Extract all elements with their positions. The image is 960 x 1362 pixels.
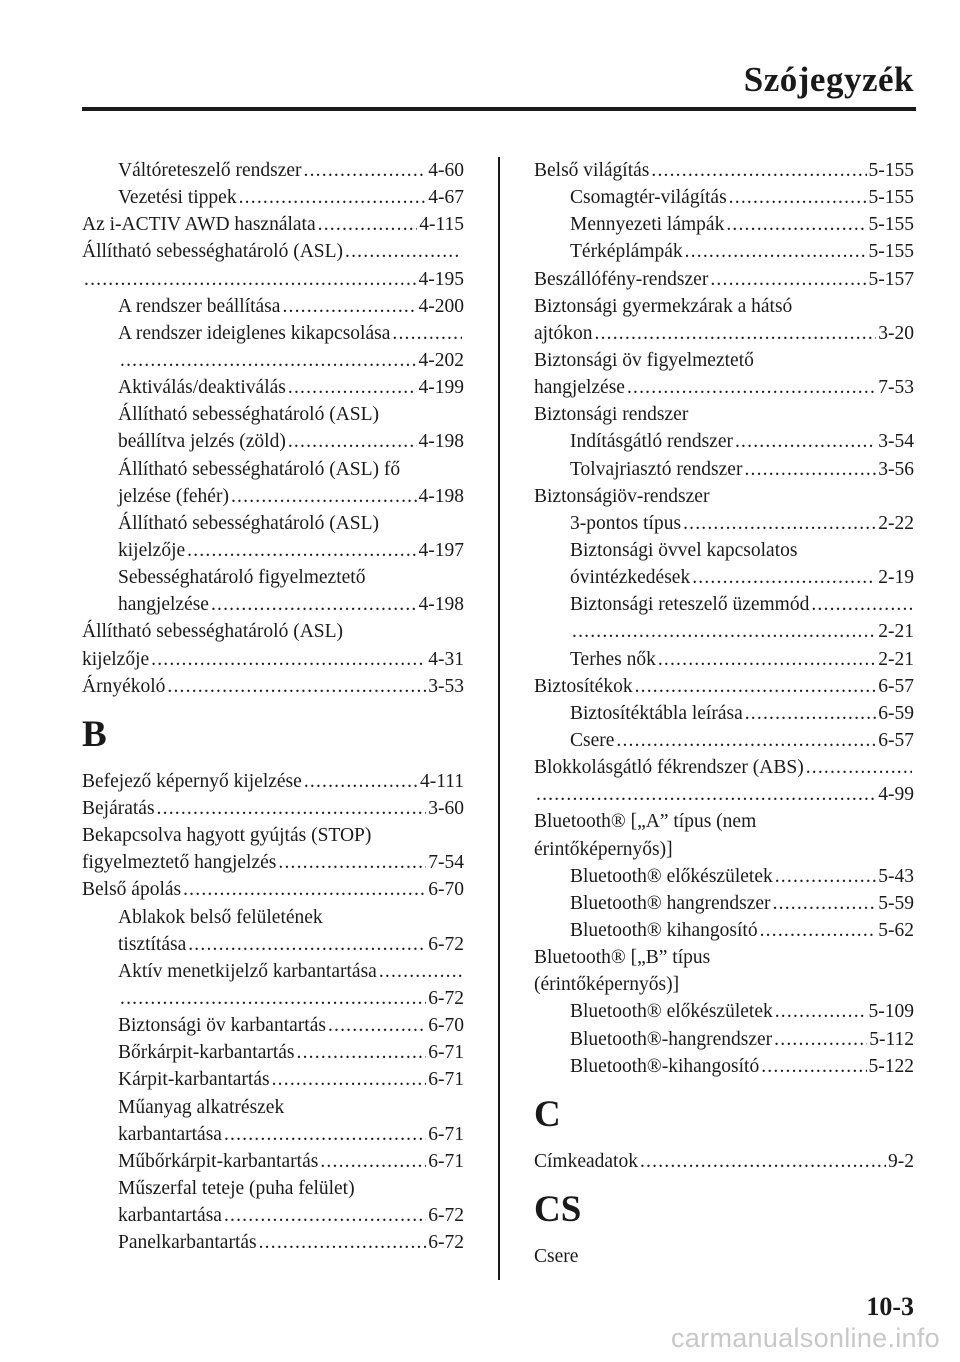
index-subentry xyxy=(82,591,464,618)
entry-text: Panelkarbantartás xyxy=(118,1232,257,1254)
entry-text: Aktív menetkijelző karbantartása xyxy=(118,960,377,982)
entry-text: tisztítása xyxy=(118,933,187,955)
entry-text: Ablakok belső felületének xyxy=(118,906,323,928)
dot-leader xyxy=(811,591,912,618)
dot-leader xyxy=(595,320,877,347)
entry-text: Címkeadatok xyxy=(534,1150,638,1172)
index-subentry xyxy=(534,456,914,483)
dot-leader xyxy=(616,727,876,754)
entry-page-ref: 5-157 xyxy=(868,268,914,290)
entry-page-ref: 5-122 xyxy=(868,1055,914,1077)
entry-text: kijelzője xyxy=(118,539,186,561)
entry-text: Belső világítás xyxy=(534,160,650,181)
dot-leader xyxy=(120,347,417,374)
index-subentry xyxy=(82,931,464,958)
index-entry xyxy=(82,768,464,795)
entry-text: Bekapcsolva hagyott gyújtás (STOP) xyxy=(82,825,372,847)
index-entry xyxy=(534,754,914,781)
index-entry xyxy=(534,293,914,320)
index-subentry xyxy=(82,1066,464,1093)
entry-text: Aktiválás/deaktiválás xyxy=(118,377,286,399)
index-subentry xyxy=(82,1094,464,1121)
index-entry xyxy=(82,238,464,265)
index-subentry xyxy=(82,157,464,184)
index-entry xyxy=(534,836,914,863)
index-subentry xyxy=(534,863,914,890)
entry-page-ref: 5-43 xyxy=(878,865,914,887)
entry-page-ref: 4-60 xyxy=(428,160,464,181)
dot-leader xyxy=(288,374,417,401)
index-entry xyxy=(534,320,914,347)
index-subentry xyxy=(82,1175,464,1202)
index-entry xyxy=(534,808,914,835)
dot-leader xyxy=(288,428,417,455)
entry-text: karbantartása xyxy=(118,1205,222,1227)
dot-leader xyxy=(627,374,876,401)
entry-text: Bluetooth® hangrendszer xyxy=(570,892,771,914)
entry-text: Bluetooth® előkészületek xyxy=(570,1001,773,1023)
entry-page-ref: 6-70 xyxy=(428,879,464,901)
entry-page-ref: 2-21 xyxy=(878,621,914,643)
index-subentry xyxy=(534,727,914,754)
entry-page-ref: 5-109 xyxy=(868,1001,914,1023)
dot-leader xyxy=(120,985,426,1012)
entry-text: Csere xyxy=(570,729,615,751)
entry-page-ref: 2-21 xyxy=(878,648,914,670)
index-subentry xyxy=(82,320,464,347)
index-subentry xyxy=(534,890,914,917)
dot-leader xyxy=(744,456,876,483)
index-entry xyxy=(82,795,464,822)
entry-text: Blokkolásgátló fékrendszer (ABS) xyxy=(534,757,804,779)
entry-page-ref: 4-199 xyxy=(418,377,464,399)
entry-text: Biztonsági reteszelő üzemmód xyxy=(570,594,810,616)
entry-text: Terhes nők xyxy=(570,648,656,670)
column-divider xyxy=(498,157,500,1280)
dot-leader xyxy=(151,646,426,673)
entry-text: Mennyezeti lámpák xyxy=(570,214,725,236)
entry-text: Állítható sebességhatároló (ASL) xyxy=(82,241,344,263)
entry-text: Biztosítékok xyxy=(534,675,633,697)
index-subentry xyxy=(82,293,464,320)
index-entry xyxy=(534,971,914,998)
entry-text: Műbőrkárpit-karbantartás xyxy=(118,1150,319,1172)
index-entry xyxy=(82,646,464,673)
header-rule xyxy=(82,107,916,111)
dot-leader xyxy=(729,184,867,211)
entry-text: Bluetooth® [„A” típus (nem xyxy=(534,811,757,833)
entry-page-ref: 6-72 xyxy=(428,987,464,1009)
index-subentry xyxy=(534,428,914,455)
dot-leader xyxy=(211,591,417,618)
dot-leader xyxy=(775,863,877,890)
entry-page-ref: 6-71 xyxy=(428,1150,464,1172)
entry-page-ref: 4-115 xyxy=(419,214,464,236)
entry-page-ref: 6-57 xyxy=(878,675,914,697)
entry-text: Állítható sebességhatároló (ASL) xyxy=(118,404,380,426)
index-entry xyxy=(82,211,464,238)
dot-leader xyxy=(806,754,912,781)
dot-leader xyxy=(692,564,876,591)
entry-text: beállítva jelzés (zöld) xyxy=(118,431,286,453)
index-subentry xyxy=(82,985,464,1012)
index-subentry xyxy=(82,537,464,564)
dot-leader xyxy=(328,1012,426,1039)
entry-text: Kárpit-karbantartás xyxy=(118,1069,270,1091)
index-subentry xyxy=(82,456,464,483)
index-entry xyxy=(534,266,914,293)
index-entry xyxy=(534,1243,914,1270)
index-subentry xyxy=(82,1039,464,1066)
entry-page-ref: 4-67 xyxy=(428,187,464,209)
index-subentry xyxy=(82,510,464,537)
dot-leader xyxy=(658,646,876,673)
entry-page-ref: 5-155 xyxy=(868,241,914,263)
dot-leader xyxy=(345,238,462,265)
entry-text: Bluetooth®-hangrendszer xyxy=(570,1028,773,1050)
dot-leader xyxy=(685,238,867,265)
entry-text: karbantartása xyxy=(118,1123,222,1145)
dot-leader xyxy=(379,958,462,985)
entry-text: Vezetési tippek xyxy=(118,187,237,209)
index-subentry xyxy=(82,1202,464,1229)
index-subentry xyxy=(82,958,464,985)
entry-text: 3-pontos típus xyxy=(570,512,682,534)
dot-leader xyxy=(297,1039,427,1066)
index-subentry xyxy=(534,700,914,727)
entry-text: Biztonsági gyermekzárak a hátsó xyxy=(534,295,793,317)
entry-page-ref: 5-59 xyxy=(878,892,914,914)
index-subentry xyxy=(82,483,464,510)
entry-page-ref: 3-60 xyxy=(428,797,464,819)
section-letter: CS xyxy=(534,1188,582,1230)
index-subentry xyxy=(82,1148,464,1175)
index-subentry xyxy=(82,904,464,931)
page-title: Szójegyzék xyxy=(743,60,914,99)
dot-leader xyxy=(735,428,876,455)
entry-text: Állítható sebességhatároló (ASL) fő xyxy=(118,458,401,480)
dot-leader xyxy=(282,293,416,320)
entry-text: Biztonsági rendszer xyxy=(534,404,689,426)
entry-page-ref: 6-70 xyxy=(428,1015,464,1037)
entry-page-ref: 4-99 xyxy=(878,784,914,806)
entry-page-ref: 5-155 xyxy=(868,214,914,236)
dot-leader xyxy=(683,510,876,537)
dot-leader xyxy=(392,320,462,347)
entry-page-ref: 5-62 xyxy=(878,919,914,941)
entry-page-ref: 4-198 xyxy=(418,485,464,507)
entry-page-ref: 5-155 xyxy=(868,187,914,209)
index-entry xyxy=(534,1148,914,1175)
entry-text: Beszállófény-rendszer xyxy=(534,268,709,290)
index-subentry xyxy=(82,374,464,401)
entry-page-ref: 7-54 xyxy=(428,852,464,874)
entry-page-ref: 2-22 xyxy=(878,512,914,534)
entry-page-ref: 3-54 xyxy=(878,431,914,453)
index-subentry xyxy=(534,646,914,673)
dot-leader xyxy=(572,618,876,645)
entry-page-ref: 6-59 xyxy=(878,702,914,724)
dot-leader xyxy=(231,483,417,510)
index-subentry xyxy=(82,1121,464,1148)
index-subentry xyxy=(534,184,914,211)
entry-text: érintőképernyős)] xyxy=(534,838,673,860)
entry-text: Biztonsági övvel kapcsolatos xyxy=(570,539,798,561)
index-entry xyxy=(534,401,914,428)
index-entry xyxy=(82,618,464,645)
index-entry xyxy=(534,673,914,700)
index-entry xyxy=(534,781,914,808)
index-column-right xyxy=(534,157,914,1270)
index-entry xyxy=(534,347,914,374)
index-subentry xyxy=(534,618,914,645)
entry-page-ref: 3-53 xyxy=(428,675,464,697)
dot-leader xyxy=(635,673,877,700)
dot-leader xyxy=(745,700,877,727)
index-subentry xyxy=(82,401,464,428)
index-entry xyxy=(82,673,464,700)
entry-text: Csere xyxy=(534,1245,579,1267)
dot-leader xyxy=(183,876,426,903)
dot-leader xyxy=(726,211,866,238)
dot-leader xyxy=(320,1148,426,1175)
entry-text: Biztonsági öv karbantartás xyxy=(118,1015,326,1037)
entry-text: Az i-ACTIV AWD használata xyxy=(82,214,316,236)
entry-text: Árnyékoló xyxy=(82,675,166,697)
dot-leader xyxy=(774,1026,867,1053)
entry-text: Bluetooth® előkészületek xyxy=(570,865,773,887)
page-number: 10-3 xyxy=(866,1292,914,1321)
index-subentry xyxy=(534,537,914,564)
index-subentry xyxy=(534,917,914,944)
section-letter: B xyxy=(82,713,107,755)
index-entry xyxy=(82,266,464,293)
entry-page-ref: 4-198 xyxy=(418,594,464,616)
index-entry xyxy=(534,157,914,184)
entry-page-ref: 2-19 xyxy=(878,567,914,589)
index-subentry xyxy=(534,1053,914,1080)
entry-text: hangjelzése xyxy=(534,377,625,399)
entry-page-ref: 6-71 xyxy=(428,1069,464,1091)
index-entry xyxy=(534,944,914,971)
index-subentry xyxy=(82,564,464,591)
index-subentry xyxy=(82,184,464,211)
entry-text: A rendszer ideiglenes kikapcsolása xyxy=(118,322,391,344)
dot-leader xyxy=(272,1066,427,1093)
entry-text: Műszerfal teteje (puha felület) xyxy=(118,1177,355,1199)
entry-page-ref: 4-195 xyxy=(418,268,464,290)
dot-leader xyxy=(84,266,417,293)
entry-text: figyelmeztető hangjelzés xyxy=(82,852,277,874)
dot-leader xyxy=(167,673,426,700)
dot-leader xyxy=(773,890,877,917)
entry-page-ref: 3-20 xyxy=(878,322,914,344)
index-subentry xyxy=(534,238,914,265)
entry-page-ref: 7-53 xyxy=(878,377,914,399)
entry-page-ref: 6-72 xyxy=(428,933,464,955)
entry-text: Bluetooth®-kihangosító xyxy=(570,1055,760,1077)
entry-text: Állítható sebességhatároló (ASL) xyxy=(82,621,344,643)
dot-leader xyxy=(710,266,866,293)
entry-text: hangjelzése xyxy=(118,594,209,616)
entry-text: Biztonságiöv-rendszer xyxy=(534,485,710,507)
index-subentry xyxy=(534,591,914,618)
dot-leader xyxy=(278,849,426,876)
entry-page-ref: 4-200 xyxy=(418,295,464,317)
dot-leader xyxy=(775,998,867,1025)
entry-text: Befejező képernyő kijelzése xyxy=(82,770,302,792)
entry-page-ref: 4-31 xyxy=(428,648,464,670)
entry-page-ref: 6-57 xyxy=(878,729,914,751)
index-subentry xyxy=(534,1026,914,1053)
entry-text: Tolvajriasztó rendszer xyxy=(570,458,743,480)
index-subentry xyxy=(82,1229,464,1256)
entry-page-ref: 5-155 xyxy=(868,160,914,181)
dot-leader xyxy=(318,211,418,238)
index-subentry xyxy=(82,428,464,455)
entry-page-ref: 4-197 xyxy=(418,539,464,561)
entry-text: Állítható sebességhatároló (ASL) xyxy=(118,512,380,534)
entry-text: Térképlámpák xyxy=(570,241,683,263)
dot-leader xyxy=(188,931,426,958)
entry-text: Csomagtér-világítás xyxy=(570,187,727,209)
index-entry xyxy=(534,374,914,401)
index-subentry xyxy=(82,347,464,374)
index-entry xyxy=(82,876,464,903)
index-entry xyxy=(82,849,464,876)
entry-page-ref: 3-56 xyxy=(878,458,914,480)
entry-text: Bőrkárpit-karbantartás xyxy=(118,1042,295,1064)
index-subentry xyxy=(534,998,914,1025)
entry-text: Bejáratás xyxy=(82,797,155,819)
entry-page-ref: 6-71 xyxy=(428,1123,464,1145)
entry-page-ref: 6-71 xyxy=(428,1042,464,1064)
dot-leader xyxy=(761,1053,866,1080)
index-subentry xyxy=(534,211,914,238)
entry-text: Sebességhatároló figyelmeztető xyxy=(118,567,366,589)
index-subentry xyxy=(82,1012,464,1039)
entry-text: Belső ápolás xyxy=(82,879,182,901)
dot-leader xyxy=(304,768,418,795)
section-letter: C xyxy=(534,1093,561,1135)
dot-leader xyxy=(760,917,877,944)
entry-text: Váltóreteszelő rendszer xyxy=(118,160,302,181)
dot-leader xyxy=(651,157,866,184)
dot-leader xyxy=(224,1202,426,1229)
entry-page-ref: 5-112 xyxy=(869,1028,914,1050)
dot-leader xyxy=(224,1121,426,1148)
entry-page-ref: 4-198 xyxy=(418,431,464,453)
entry-page-ref: 6-72 xyxy=(428,1232,464,1254)
index-subentry xyxy=(534,510,914,537)
dot-leader xyxy=(187,537,416,564)
entry-text: A rendszer beállítása xyxy=(118,295,281,317)
index-entry xyxy=(82,822,464,849)
watermark: carmanualsonline.info xyxy=(671,1323,940,1353)
entry-text: (érintőképernyős)] xyxy=(534,974,680,996)
entry-text: Bluetooth® kihangosító xyxy=(570,919,758,941)
dot-leader xyxy=(259,1229,427,1256)
entry-text: kijelzője xyxy=(82,648,150,670)
index-column-left xyxy=(82,157,464,1256)
entry-text: Biztonsági öv figyelmeztető xyxy=(534,349,754,371)
dot-leader xyxy=(239,184,427,211)
index-subentry xyxy=(534,564,914,591)
entry-page-ref: 9-2 xyxy=(888,1150,914,1172)
dot-leader xyxy=(536,781,876,808)
entry-text: Indításgátló rendszer xyxy=(570,431,733,453)
entry-text: óvintézkedések xyxy=(570,567,691,589)
entry-text: ajtókon xyxy=(534,322,593,344)
entry-page-ref: 4-111 xyxy=(419,770,464,792)
dot-leader xyxy=(640,1148,886,1175)
entry-text: jelzése (fehér) xyxy=(118,485,229,507)
dot-leader xyxy=(157,795,427,822)
entry-text: Bluetooth® [„B” típus xyxy=(534,947,711,969)
index-entry xyxy=(534,483,914,510)
entry-page-ref: 4-202 xyxy=(418,349,464,371)
dot-leader xyxy=(304,157,427,184)
entry-text: Biztosítéktábla leírása xyxy=(570,702,743,724)
entry-page-ref: 6-72 xyxy=(428,1205,464,1227)
entry-text: Műanyag alkatrészek xyxy=(118,1096,285,1118)
